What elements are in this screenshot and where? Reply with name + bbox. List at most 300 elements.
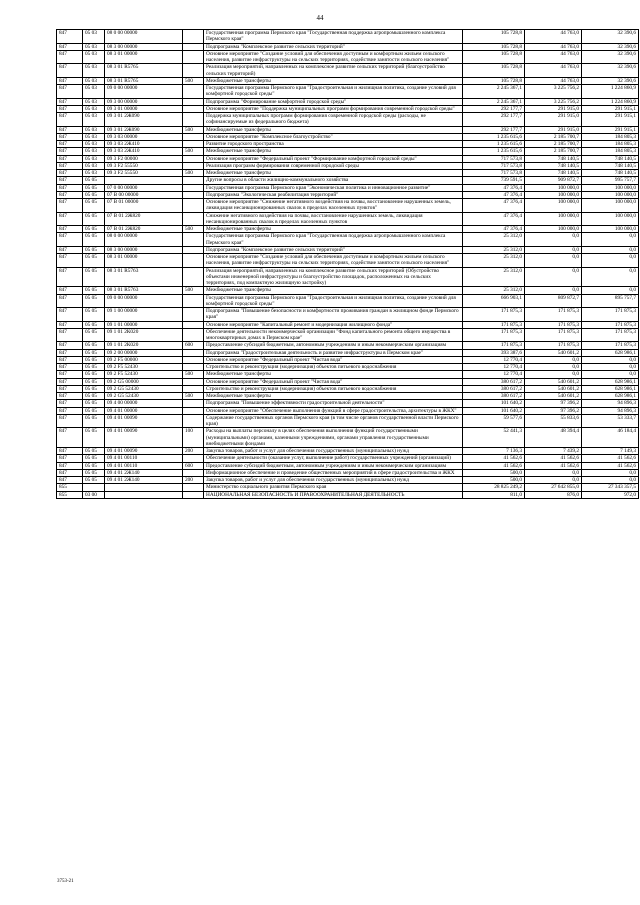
col-target-article: 09 4 01 2Ж140 xyxy=(105,469,183,476)
col-expense-type xyxy=(183,321,204,328)
col-sum-year2: 2 185 700,7 xyxy=(525,141,582,148)
col-ministry-code: 847 xyxy=(57,407,83,414)
col-target-article: 09 1 01 2К020 xyxy=(105,328,183,342)
col-ministry-code: 847 xyxy=(57,199,83,213)
col-sum-year2: 100 000,0 xyxy=(525,199,582,213)
col-sum-year3: 171 875,3 xyxy=(582,342,639,349)
col-target-article: 09 1 01 2К020 xyxy=(105,342,183,349)
table-row xyxy=(57,98,639,105)
col-section-code: 05 05 xyxy=(83,246,105,253)
table-row xyxy=(57,378,639,385)
col-expense-type: 500 xyxy=(183,77,204,84)
col-sum-year3: 628 986,1 xyxy=(582,393,639,400)
col-description: Министерство социального развития Пермского края xyxy=(204,484,463,491)
table-row xyxy=(57,477,639,484)
table-row xyxy=(57,77,639,84)
col-expense-type xyxy=(183,155,204,162)
col-target-article: 09 3 F2 00000 xyxy=(105,155,183,162)
col-expense-type xyxy=(183,98,204,105)
table-row xyxy=(57,462,639,469)
col-sum-year3: 53 333,7 xyxy=(582,414,639,428)
col-sum-year1: 105 728,8 xyxy=(463,30,525,44)
col-expense-type xyxy=(183,85,204,99)
col-sum-year3: 0,0 xyxy=(582,356,639,363)
table-row xyxy=(57,85,639,99)
col-ministry-code: 847 xyxy=(57,378,83,385)
col-sum-year1: 7 136,3 xyxy=(463,448,525,455)
col-section-code: 05 03 xyxy=(83,141,105,148)
table-row xyxy=(57,212,639,226)
table-row xyxy=(57,308,639,322)
col-description: Строительство и реконструкция (модернизация) объектов питьевого водоснабжения xyxy=(204,385,463,392)
col-sum-year1: 28 825 249,2 xyxy=(463,484,525,491)
col-sum-year2: 291 915,0 xyxy=(525,126,582,133)
col-expense-type xyxy=(183,407,204,414)
col-target-article: 09 4 01 00090 xyxy=(105,428,183,448)
col-expense-type xyxy=(183,308,204,322)
col-target-article xyxy=(105,484,183,491)
col-expense-type: 500 xyxy=(183,226,204,233)
col-description: Государственная программа Пермского края "Градостроительная и жилищная политика, создание условий для комфортной городской среды" xyxy=(204,294,463,308)
col-sum-year3: 41 562,6 xyxy=(582,462,639,469)
col-sum-year2: 100 000,0 xyxy=(525,191,582,198)
table-row xyxy=(57,233,639,247)
col-target-article: 08 0 00 00000 xyxy=(105,233,183,247)
col-description: Основное мероприятие "Капитальный ремонт и модернизация жилищного фонда" xyxy=(204,321,463,328)
col-sum-year2: 0,0 xyxy=(525,267,582,287)
col-sum-year1: 41 562,6 xyxy=(463,462,525,469)
col-description: Основное мероприятие "Создание условий для обеспечения доступным и комфортным жильем сельского населения, развитие инфраструктуры на сельских территориях, содействие занятости сельского населения" xyxy=(204,50,463,64)
col-sum-year2: 171 875,3 xyxy=(525,321,582,328)
col-target-article: 09 4 01 00090 xyxy=(105,414,183,428)
col-ministry-code: 847 xyxy=(57,191,83,198)
col-expense-type xyxy=(183,162,204,169)
col-description: НАЦИОНАЛЬНАЯ БЕЗОПАСНОСТЬ И ПРАВООХРАНИТЕЛЬНАЯ ДЕЯТЕЛЬНОСТЬ xyxy=(204,491,463,498)
col-description: Государственная программа Пермского края "Государственная поддержка агропромышленного комплекса Пермского края" xyxy=(204,233,463,247)
col-sum-year2: 0,0 xyxy=(525,254,582,268)
col-ministry-code: 847 xyxy=(57,43,83,50)
table-row xyxy=(57,393,639,400)
col-target-article: 08 3 01 00000 xyxy=(105,254,183,268)
col-target-article: 07 В 01 00000 xyxy=(105,199,183,213)
col-section-code: 05 03 xyxy=(83,155,105,162)
col-target-article: 08 0 00 00000 xyxy=(105,30,183,44)
col-section-code: 05 05 xyxy=(83,462,105,469)
col-ministry-code: 847 xyxy=(57,98,83,105)
col-sum-year3: 100 000,0 xyxy=(582,199,639,213)
col-sum-year3: 1 224 860,9 xyxy=(582,85,639,99)
col-section-code: 05 03 xyxy=(83,85,105,99)
col-description: Основное мероприятие "Федеральный проект "Формирование комфортной городской среды" xyxy=(204,155,463,162)
col-sum-year2: 291 915,0 xyxy=(525,105,582,112)
col-sum-year3: 41 562,6 xyxy=(582,455,639,462)
col-target-article xyxy=(105,177,183,184)
col-sum-year3: 0,0 xyxy=(582,233,639,247)
col-target-article: 09 3 01 00000 xyxy=(105,105,183,112)
col-description: Межбюджетные трансферты xyxy=(204,126,463,133)
table-row xyxy=(57,177,639,184)
col-sum-year3: 94 896,3 xyxy=(582,407,639,414)
col-sum-year1: 47 376,4 xyxy=(463,199,525,213)
col-description: Основное мероприятие "Создание условий для обеспечения доступным и комфортным жильем сельского населения, развитие инфраструктуры на сельских территориях, содействие занятости сельского населения" xyxy=(204,254,463,268)
col-sum-year3: 0,0 xyxy=(582,287,639,294)
col-sum-year2: 97 396,2 xyxy=(525,407,582,414)
col-section-code: 05 05 xyxy=(83,212,105,226)
col-ministry-code: 847 xyxy=(57,349,83,356)
col-sum-year1: 101 640,2 xyxy=(463,400,525,407)
col-sum-year3: 32 390,6 xyxy=(582,30,639,44)
col-sum-year3: 94 896,3 xyxy=(582,400,639,407)
col-sum-year3: 748 140,5 xyxy=(582,162,639,169)
col-target-article xyxy=(105,491,183,498)
col-expense-type: 600 xyxy=(183,342,204,349)
col-ministry-code: 847 xyxy=(57,77,83,84)
col-ministry-code: 847 xyxy=(57,356,83,363)
col-ministry-code: 847 xyxy=(57,226,83,233)
col-sum-year1: 171 875,3 xyxy=(463,328,525,342)
col-ministry-code: 847 xyxy=(57,233,83,247)
col-target-article: 09 4 01 00090 xyxy=(105,448,183,455)
col-ministry-code: 847 xyxy=(57,177,83,184)
col-sum-year1: 393 387,6 xyxy=(463,349,525,356)
col-sum-year1: 12 770,4 xyxy=(463,371,525,378)
col-sum-year1: 380 617,2 xyxy=(463,378,525,385)
col-description: Межбюджетные трансферты xyxy=(204,226,463,233)
table-row xyxy=(57,170,639,177)
col-sum-year2: 540 601,2 xyxy=(525,393,582,400)
col-target-article: 09 0 00 00000 xyxy=(105,294,183,308)
col-sum-year1: 2 245 367,1 xyxy=(463,85,525,99)
col-target-article: 09 4 01 00110 xyxy=(105,462,183,469)
col-sum-year2: 0,0 xyxy=(525,364,582,371)
table-row xyxy=(57,141,639,148)
col-description: Подпрограмма "Градостроительная деятельность и развитие инфраструктуры в Пермском крае" xyxy=(204,349,463,356)
table-row xyxy=(57,148,639,155)
col-sum-year3: 972,0 xyxy=(582,491,639,498)
col-expense-type xyxy=(183,328,204,342)
col-expense-type: 500 xyxy=(183,126,204,133)
col-expense-type: 500 xyxy=(183,287,204,294)
document-code: 3753-21 xyxy=(57,879,74,884)
col-expense-type xyxy=(183,184,204,191)
col-expense-type xyxy=(183,113,204,127)
col-section-code: 05 03 xyxy=(83,77,105,84)
col-ministry-code: 847 xyxy=(57,287,83,294)
col-sum-year2: 748 140,5 xyxy=(525,170,582,177)
col-section-code: 05 05 xyxy=(83,308,105,322)
table-row xyxy=(57,407,639,414)
col-sum-year1: 2 245 367,1 xyxy=(463,98,525,105)
table-row xyxy=(57,30,639,44)
col-expense-type xyxy=(183,294,204,308)
col-section-code: 05 03 xyxy=(83,105,105,112)
col-sum-year1: 717 573,8 xyxy=(463,170,525,177)
col-sum-year1: 52 441,3 xyxy=(463,428,525,448)
col-section-code: 05 05 xyxy=(83,287,105,294)
col-ministry-code: 847 xyxy=(57,294,83,308)
col-description: Подпрограмма "Комплексное развитие сельских территорий" xyxy=(204,246,463,253)
table-row xyxy=(57,448,639,455)
col-section-code: 05 05 xyxy=(83,294,105,308)
col-expense-type: 200 xyxy=(183,477,204,484)
col-target-article: 09 1 00 00000 xyxy=(105,308,183,322)
col-description: Содержание государственных органов Пермского края (в том числе органов государственной власти Пермского края) xyxy=(204,414,463,428)
col-section-code: 05 03 xyxy=(83,113,105,127)
col-sum-year2: 876,0 xyxy=(525,491,582,498)
col-description: Межбюджетные трансферты xyxy=(204,371,463,378)
col-sum-year1: 47 376,4 xyxy=(463,226,525,233)
col-section-code: 05 03 xyxy=(83,64,105,78)
page-number: 44 xyxy=(316,14,324,22)
col-expense-type xyxy=(183,364,204,371)
col-description: Развитие городского пространства xyxy=(204,141,463,148)
col-sum-year1: 380 617,2 xyxy=(463,385,525,392)
col-sum-year1: 25 312,0 xyxy=(463,254,525,268)
col-sum-year2: 0,0 xyxy=(525,246,582,253)
col-expense-type xyxy=(183,30,204,44)
table-row xyxy=(57,385,639,392)
col-ministry-code: 847 xyxy=(57,64,83,78)
col-sum-year1: 500,0 xyxy=(463,477,525,484)
col-ministry-code: 855 xyxy=(57,491,83,498)
col-target-article: 09 3 01 2Ж090 xyxy=(105,126,183,133)
col-sum-year1: 811,0 xyxy=(463,491,525,498)
col-sum-year1: 25 312,0 xyxy=(463,287,525,294)
col-description: Основное мероприятие "Комплексное благоустройство" xyxy=(204,133,463,140)
col-section-code: 05 03 xyxy=(83,126,105,133)
col-sum-year3: 184 805,3 xyxy=(582,141,639,148)
col-description: Подпрограмма "Формирование комфортной городской среды" xyxy=(204,98,463,105)
col-section-code: 05 05 xyxy=(83,455,105,462)
table-row xyxy=(57,50,639,64)
col-description: Строительство и реконструкция (модернизация) объектов питьевого водоснабжения xyxy=(204,364,463,371)
col-expense-type xyxy=(183,43,204,50)
col-sum-year1: 47 376,4 xyxy=(463,191,525,198)
col-section-code: 05 05 xyxy=(83,469,105,476)
col-sum-year1: 47 376,4 xyxy=(463,212,525,226)
col-expense-type: 500 xyxy=(183,170,204,177)
col-sum-year1: 25 312,0 xyxy=(463,233,525,247)
col-sum-year2: 909 872,7 xyxy=(525,177,582,184)
col-section-code: 05 03 xyxy=(83,30,105,44)
col-sum-year2: 44 763,0 xyxy=(525,43,582,50)
col-description: Основное мероприятие "Снижение негативного воздействия на почвы, восстановление нарушенных земель, ликвидация несанкционированных свалок в пределах населенных пунктов" xyxy=(204,199,463,213)
col-target-article: 09 3 F2 55550 xyxy=(105,170,183,177)
col-sum-year2: 44 763,0 xyxy=(525,64,582,78)
col-description: Предоставление субсидий бюджетным, автономным учреждениям и иным некоммерческим организациям xyxy=(204,342,463,349)
col-section-code: 05 05 xyxy=(83,342,105,349)
col-sum-year2: 0,0 xyxy=(525,233,582,247)
col-description: Закупка товаров, работ и услуг для обеспечения государственных (муниципальных) нужд xyxy=(204,477,463,484)
col-sum-year2: 0,0 xyxy=(525,371,582,378)
col-sum-year1: 1 235 615,6 xyxy=(463,133,525,140)
col-sum-year3: 291 915,1 xyxy=(582,113,639,127)
col-description: Обеспечение деятельности (оказание услуг, выполнение работ) государственных учреждений (организаций) xyxy=(204,455,463,462)
col-sum-year2: 3 225 756,2 xyxy=(525,98,582,105)
col-section-code: 05 05 xyxy=(83,199,105,213)
col-ministry-code: 847 xyxy=(57,400,83,407)
table-row xyxy=(57,126,639,133)
col-section-code: 05 05 xyxy=(83,177,105,184)
col-section-code: 05 05 xyxy=(83,226,105,233)
col-section-code xyxy=(83,484,105,491)
col-sum-year3: 27 343 357,5 xyxy=(582,484,639,491)
col-ministry-code: 847 xyxy=(57,254,83,268)
col-target-article: 09 2 F5 52430 xyxy=(105,364,183,371)
table-row xyxy=(57,371,639,378)
col-sum-year1: 171 875,3 xyxy=(463,342,525,349)
col-sum-year3: 0,0 xyxy=(582,254,639,268)
col-section-code: 05 03 xyxy=(83,162,105,169)
table-row xyxy=(57,400,639,407)
table-row xyxy=(57,321,639,328)
col-sum-year2: 27 642 855,0 xyxy=(525,484,582,491)
col-description: Реализация мероприятий, направленных на комплексное развитие сельских территорий (благоустройство сельских территорий) xyxy=(204,64,463,78)
col-sum-year3: 748 140,5 xyxy=(582,155,639,162)
table-row xyxy=(57,64,639,78)
col-sum-year3: 100 000,0 xyxy=(582,184,639,191)
col-sum-year1: 500,0 xyxy=(463,469,525,476)
table-row xyxy=(57,287,639,294)
col-section-code: 05 03 xyxy=(83,43,105,50)
col-ministry-code: 847 xyxy=(57,148,83,155)
col-target-article: 07 0 00 00000 xyxy=(105,184,183,191)
col-sum-year1: 25 312,0 xyxy=(463,246,525,253)
budget-table xyxy=(56,29,639,499)
col-description: Основное мероприятие "Федеральный проект "Чистая вода" xyxy=(204,378,463,385)
col-sum-year3: 171 875,3 xyxy=(582,321,639,328)
col-sum-year2: 41 562,6 xyxy=(525,462,582,469)
col-target-article: 09 3 03 2Ж410 xyxy=(105,148,183,155)
col-section-code: 05 05 xyxy=(83,191,105,198)
col-sum-year3: 628 986,1 xyxy=(582,378,639,385)
col-description: Государственная программа Пермского края "Градостроительная и жилищная политика, создание условий для комфортной городской среды" xyxy=(204,85,463,99)
col-sum-year3: 0,0 xyxy=(582,364,639,371)
col-section-code: 05 05 xyxy=(83,328,105,342)
col-target-article: 08 3 01 R5763 xyxy=(105,287,183,294)
col-ministry-code: 847 xyxy=(57,448,83,455)
col-section-code: 05 05 xyxy=(83,364,105,371)
col-section-code: 05 05 xyxy=(83,267,105,287)
col-ministry-code: 847 xyxy=(57,105,83,112)
table-row xyxy=(57,246,639,253)
col-sum-year3: 7 149,3 xyxy=(582,448,639,455)
col-sum-year3: 0,0 xyxy=(582,267,639,287)
col-expense-type xyxy=(183,378,204,385)
col-sum-year2: 540 601,2 xyxy=(525,349,582,356)
col-sum-year3: 628 986,1 xyxy=(582,385,639,392)
col-ministry-code: 847 xyxy=(57,85,83,99)
col-sum-year1: 12 770,4 xyxy=(463,364,525,371)
col-sum-year3: 0,0 xyxy=(582,371,639,378)
col-section-code: 05 05 xyxy=(83,356,105,363)
col-description: Межбюджетные трансферты xyxy=(204,148,463,155)
col-target-article: 09 3 00 00000 xyxy=(105,98,183,105)
col-description: Закупка товаров, работ и услуг для обеспечения государственных (муниципальных) нужд xyxy=(204,448,463,455)
col-ministry-code: 847 xyxy=(57,184,83,191)
col-ministry-code: 847 xyxy=(57,113,83,127)
col-ministry-code: 847 xyxy=(57,385,83,392)
col-expense-type xyxy=(183,385,204,392)
col-description: Подпрограмма "Повышение безопасности и комфортности проживания граждан в жилищном фонде Пермского края" xyxy=(204,308,463,322)
col-ministry-code: 847 xyxy=(57,414,83,428)
col-sum-year2: 97 396,2 xyxy=(525,400,582,407)
col-sum-year2: 0,0 xyxy=(525,287,582,294)
col-target-article: 09 1 01 00000 xyxy=(105,321,183,328)
col-expense-type xyxy=(183,191,204,198)
col-section-code: 05 03 xyxy=(83,148,105,155)
col-sum-year2: 100 000,0 xyxy=(525,184,582,191)
col-section-code: 05 03 xyxy=(83,133,105,140)
col-sum-year1: 717 573,8 xyxy=(463,155,525,162)
table-row xyxy=(57,428,639,448)
table-row xyxy=(57,469,639,476)
col-sum-year3: 291 915,1 xyxy=(582,126,639,133)
col-sum-year2: 171 875,3 xyxy=(525,328,582,342)
col-sum-year3: 1 224 860,9 xyxy=(582,98,639,105)
col-sum-year3: 184 805,3 xyxy=(582,133,639,140)
col-description: Государственная программа Пермского края "Экономическая политика и инновационное развитие" xyxy=(204,184,463,191)
col-section-code: 05 05 xyxy=(83,448,105,455)
col-target-article: 09 2 G5 52430 xyxy=(105,385,183,392)
col-expense-type xyxy=(183,455,204,462)
col-sum-year2: 748 140,5 xyxy=(525,155,582,162)
col-ministry-code: 847 xyxy=(57,477,83,484)
col-target-article: 09 3 F2 55550 xyxy=(105,162,183,169)
col-sum-year1: 105 728,8 xyxy=(463,43,525,50)
table-row xyxy=(57,455,639,462)
col-target-article: 08 3 00 00000 xyxy=(105,246,183,253)
col-expense-type xyxy=(183,246,204,253)
col-sum-year1: 12 770,4 xyxy=(463,356,525,363)
col-sum-year3: 32 390,6 xyxy=(582,43,639,50)
col-ministry-code: 847 xyxy=(57,455,83,462)
table-row xyxy=(57,162,639,169)
col-sum-year1: 171 875,3 xyxy=(463,321,525,328)
col-sum-year3: 100 000,0 xyxy=(582,212,639,226)
col-sum-year2: 540 601,2 xyxy=(525,378,582,385)
col-ministry-code: 847 xyxy=(57,155,83,162)
col-target-article: 09 2 00 00000 xyxy=(105,349,183,356)
col-target-article: 09 3 01 2Ж090 xyxy=(105,113,183,127)
col-expense-type xyxy=(183,484,204,491)
col-target-article: 09 3 03 00000 xyxy=(105,133,183,140)
col-sum-year3: 995 757,7 xyxy=(582,177,639,184)
col-sum-year1: 292 177,7 xyxy=(463,105,525,112)
col-expense-type xyxy=(183,267,204,287)
table-row xyxy=(57,254,639,268)
col-sum-year1: 59 577,6 xyxy=(463,414,525,428)
col-section-code: 05 05 xyxy=(83,407,105,414)
col-target-article: 07 В 00 00000 xyxy=(105,191,183,198)
col-sum-year2: 3 225 756,2 xyxy=(525,85,582,99)
col-target-article: 08 3 01 R5765 xyxy=(105,77,183,84)
col-expense-type xyxy=(183,64,204,78)
col-sum-year3: 171 875,3 xyxy=(582,308,639,322)
col-expense-type xyxy=(183,199,204,213)
col-expense-type xyxy=(183,491,204,498)
col-sum-year1: 171 875,3 xyxy=(463,308,525,322)
table-row xyxy=(57,294,639,308)
col-description: Предоставление субсидий бюджетным, автономным учреждениям и иным некоммерческим организациям xyxy=(204,462,463,469)
table-row xyxy=(57,342,639,349)
col-sum-year2: 809 872,7 xyxy=(525,294,582,308)
col-sum-year3: 748 140,5 xyxy=(582,170,639,177)
col-expense-type xyxy=(183,356,204,363)
col-description: Основное мероприятие "Федеральный проект "Чистая вода" xyxy=(204,356,463,363)
col-sum-year1: 47 376,4 xyxy=(463,184,525,191)
col-ministry-code: 847 xyxy=(57,342,83,349)
